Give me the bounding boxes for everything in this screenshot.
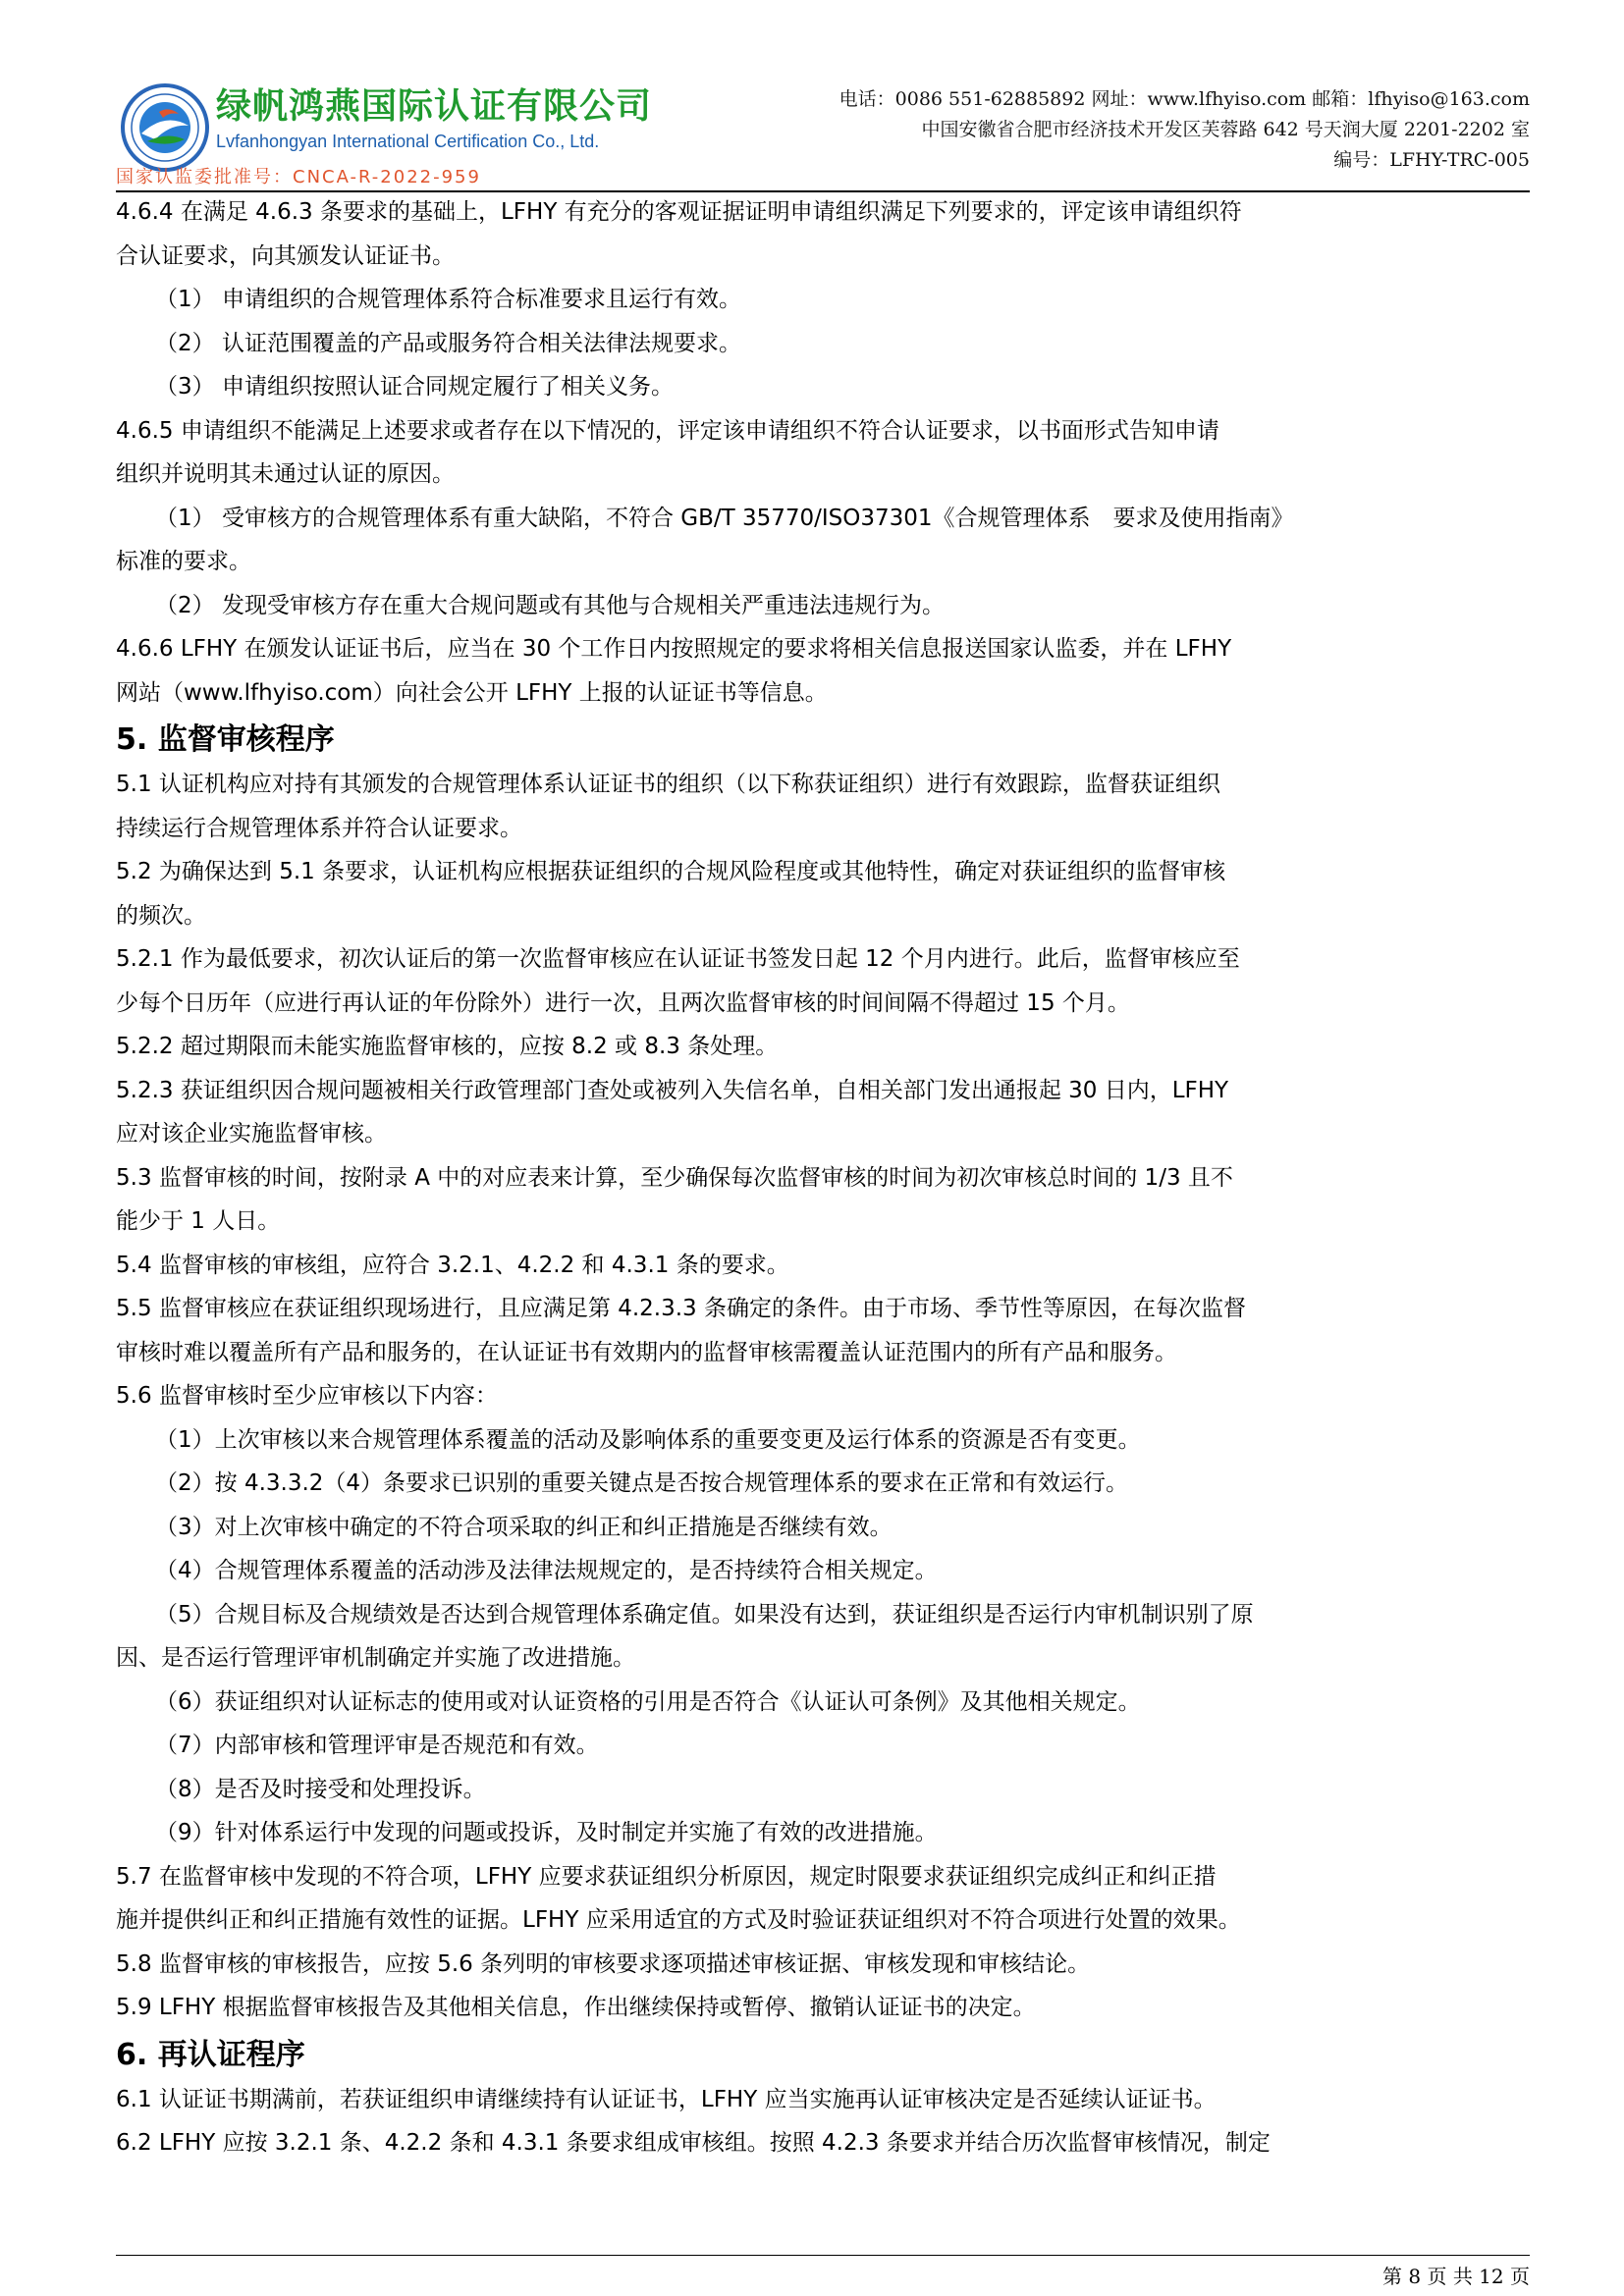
company-logo [116,71,653,190]
clause-6-1: 6.1 认证证书期满前，若获证组织申请继续持有认证证书，LFHY 应当实施再认证审核决定是否延续认证证书。 [116,2086,1217,2112]
clause-4-6-4: 4.6.4 在满足 4.6.3 条要求的基础上，LFHY 有充分的客观证据证明申请组织满足下列要求的，评定该申请组织符 [116,199,1242,225]
text-line: 因、是否运行管理评审机制确定并实施了改进措施。 [116,1645,635,1671]
contact-block [839,84,1530,176]
list-item: （2） 认证范围覆盖的产品或服务符合相关法律法规要求。 [155,330,741,356]
section-heading-6: 6. 再认证程序 [116,2037,305,2072]
clause-5-9: 5.9 LFHY 根据监督审核报告及其他相关信息，作出继续保持或暂停、撤销认证证书的决定。 [116,1995,1036,2020]
clause-5-4: 5.4 监督审核的审核组，应符合 3.2.1、4.2.2 和 4.3.1 条的要求。 [116,1252,789,1278]
list-item: （7）内部审核和管理评审是否规范和有效。 [155,1733,599,1758]
clause-5-2-1: 5.2.1 作为最低要求，初次认证后的第一次监督审核应在认证证书签发日起 12 个月内进行。此后，监督审核应至 [116,946,1240,972]
text-line: 标准的要求。 [116,549,251,574]
text-line: 组织并说明其未通过认证的原因。 [116,461,455,487]
text-line: 应对该企业实施监督审核。 [116,1121,387,1147]
text-line: 审核时难以覆盖所有产品和服务的，在认证证书有效期内的监督审核需覆盖认证范围内的所有产品和服务。 [116,1339,1177,1365]
text-line: 网站（www.lfhyiso.com）向社会公开 LFHY 上报的认证证书等信息。 [116,679,828,706]
clause-5-7: 5.7 在监督审核中发现的不符合项，LFHY 应要求获证组织分析原因，规定时限要求获证组织完成纠正和纠正措 [116,1863,1217,1890]
clause-5-5: 5.5 监督审核应在获证组织现场进行，且应满足第 4.2.3.3 条确定的条件。由于市场、季节性等原因，在每次监督 [116,1296,1246,1321]
clause-4-6-6: 4.6.6 LFHY 在颁发认证证书后，应当在 30 个工作日内按照规定的要求将相关信息报送国家认监委，并在 LFHY [116,636,1232,662]
list-item: （1）上次审核以来合规管理体系覆盖的活动及影响体系的重要变更及运行体系的资源是否有变更。 [155,1426,1141,1453]
clause-5-1: 5.1 认证机构应对持有其颁发的合规管理体系认证证书的组织（以下称获证组织）进行有效跟踪，监督获证组织 [116,772,1220,797]
text-line: 的频次。 [116,902,206,929]
clause-5-8: 5.8 监督审核的审核报告，应按 5.6 条列明的审核要求逐项描述审核证据、审核发现和审核结论。 [116,1950,1091,1977]
list-item: （2）按 4.3.3.2（4）条要求已识别的重要关键点是否按合规管理体系的要求在正常和有效运行。 [155,1470,1129,1496]
text-line: 施并提供纠正和纠正措施有效性的证据。LFHY 应采用适宜的方式及时验证获证组织对不符合项进行处置的效果。 [116,1907,1241,1933]
list-item: （3）对上次审核中确定的不符合项采取的纠正和纠正措施是否继续有效。 [155,1514,893,1540]
list-item: （3） 申请组织按照认证合同规定履行了相关义务。 [155,374,674,400]
company-name-en: Lvfanhongyan International Certification Co., Ltd. [216,132,600,151]
list-item: （2） 发现受审核方存在重大合规问题或有其他与合规相关严重违法违规行为。 [155,592,945,618]
text-line: 持续运行合规管理体系并符合认证要求。 [116,815,522,841]
approval-number: 国家认监委批准号：CNCA-R-2022-959 [116,167,481,187]
list-item: （5）合规目标及合规绩效是否达到合规管理体系确定值。如果没有达到，获证组织是否运行内审机制识别了原 [155,1601,1254,1628]
list-item: （6）获证组织对认证标志的使用或对认证资格的引用是否符合《认证认可条例》及其他相关规定。 [155,1688,1141,1715]
list-item: （4）合规管理体系覆盖的活动涉及法律法规规定的，是否持续符合相关规定。 [155,1558,938,1583]
document-body [116,190,1530,2165]
contact-phone-web-email: 电话：0086 551-62885892 网址：www.lfhyiso.com 邮箱：lfhyiso@163.com [839,88,1530,110]
page-number: 第 8 页 共 12 页 [1382,2265,1530,2288]
clause-5-2: 5.2 为确保达到 5.1 条要求，认证机构应根据获证组织的合规风险程度或其他特性，确定对获证组织的监督审核 [116,859,1226,884]
company-name-cn: 绿帆鸿燕国际认证有限公司 [216,86,653,127]
clause-5-3: 5.3 监督审核的时间，按附录 A 中的对应表来计算，至少确保每次监督审核的时间为初次审核总时间的 1/3 且不 [116,1164,1233,1191]
clause-5-2-3: 5.2.3 获证组织因合规问题被相关行政管理部门查处或被列入失信名单，自相关部门发出通报起 30 日内，LFHY [116,1077,1229,1103]
page-header [116,71,1530,190]
text-line: 少每个日历年（应进行再认证的年份除外）进行一次，且两次监督审核的时间间隔不得超过 15 个月。 [116,989,1130,1016]
clause-5-2-2: 5.2.2 超过期限而未能实施监督审核的，应按 8.2 或 8.3 条处理。 [116,1034,779,1059]
text-line: 合认证要求，向其颁发认证证书。 [116,242,455,269]
footer-divider [116,2255,1530,2256]
document-number: 编号：LFHY-TRC-005 [1333,149,1530,171]
list-item: （9）针对体系运行中发现的问题或投诉，及时制定并实施了有效的改进措施。 [155,1820,938,1845]
list-item: （8）是否及时接受和处理投诉。 [155,1776,486,1802]
clause-4-6-5: 4.6.5 申请组织不能满足上述要求或者存在以下情况的，评定该申请组织不符合认证要求，以书面形式告知申请 [116,417,1219,444]
clause-5-6: 5.6 监督审核时至少应审核以下内容： [116,1383,498,1409]
text-line: 能少于 1 人日。 [116,1208,281,1234]
list-item: （1） 受审核方的合规管理体系有重大缺陷，不符合 GB/T 35770/ISO37301《合规管理体系 要求及使用指南》 [155,505,1294,531]
section-heading-5: 5. 监督审核程序 [116,722,335,757]
clause-6-2: 6.2 LFHY 应按 3.2.1 条、4.2.2 条和 4.3.1 条要求组成审核组。按照 4.2.3 条要求并结合历次监督审核情况，制定 [116,2130,1271,2156]
list-item: （1） 申请组织的合规管理体系符合标准要求且运行有效。 [155,287,741,312]
contact-address: 中国安徽省合肥市经济技术开发区芙蓉路 642 号天润大厦 2201-2202 室 [921,119,1530,140]
certification-seal-icon [120,82,210,173]
